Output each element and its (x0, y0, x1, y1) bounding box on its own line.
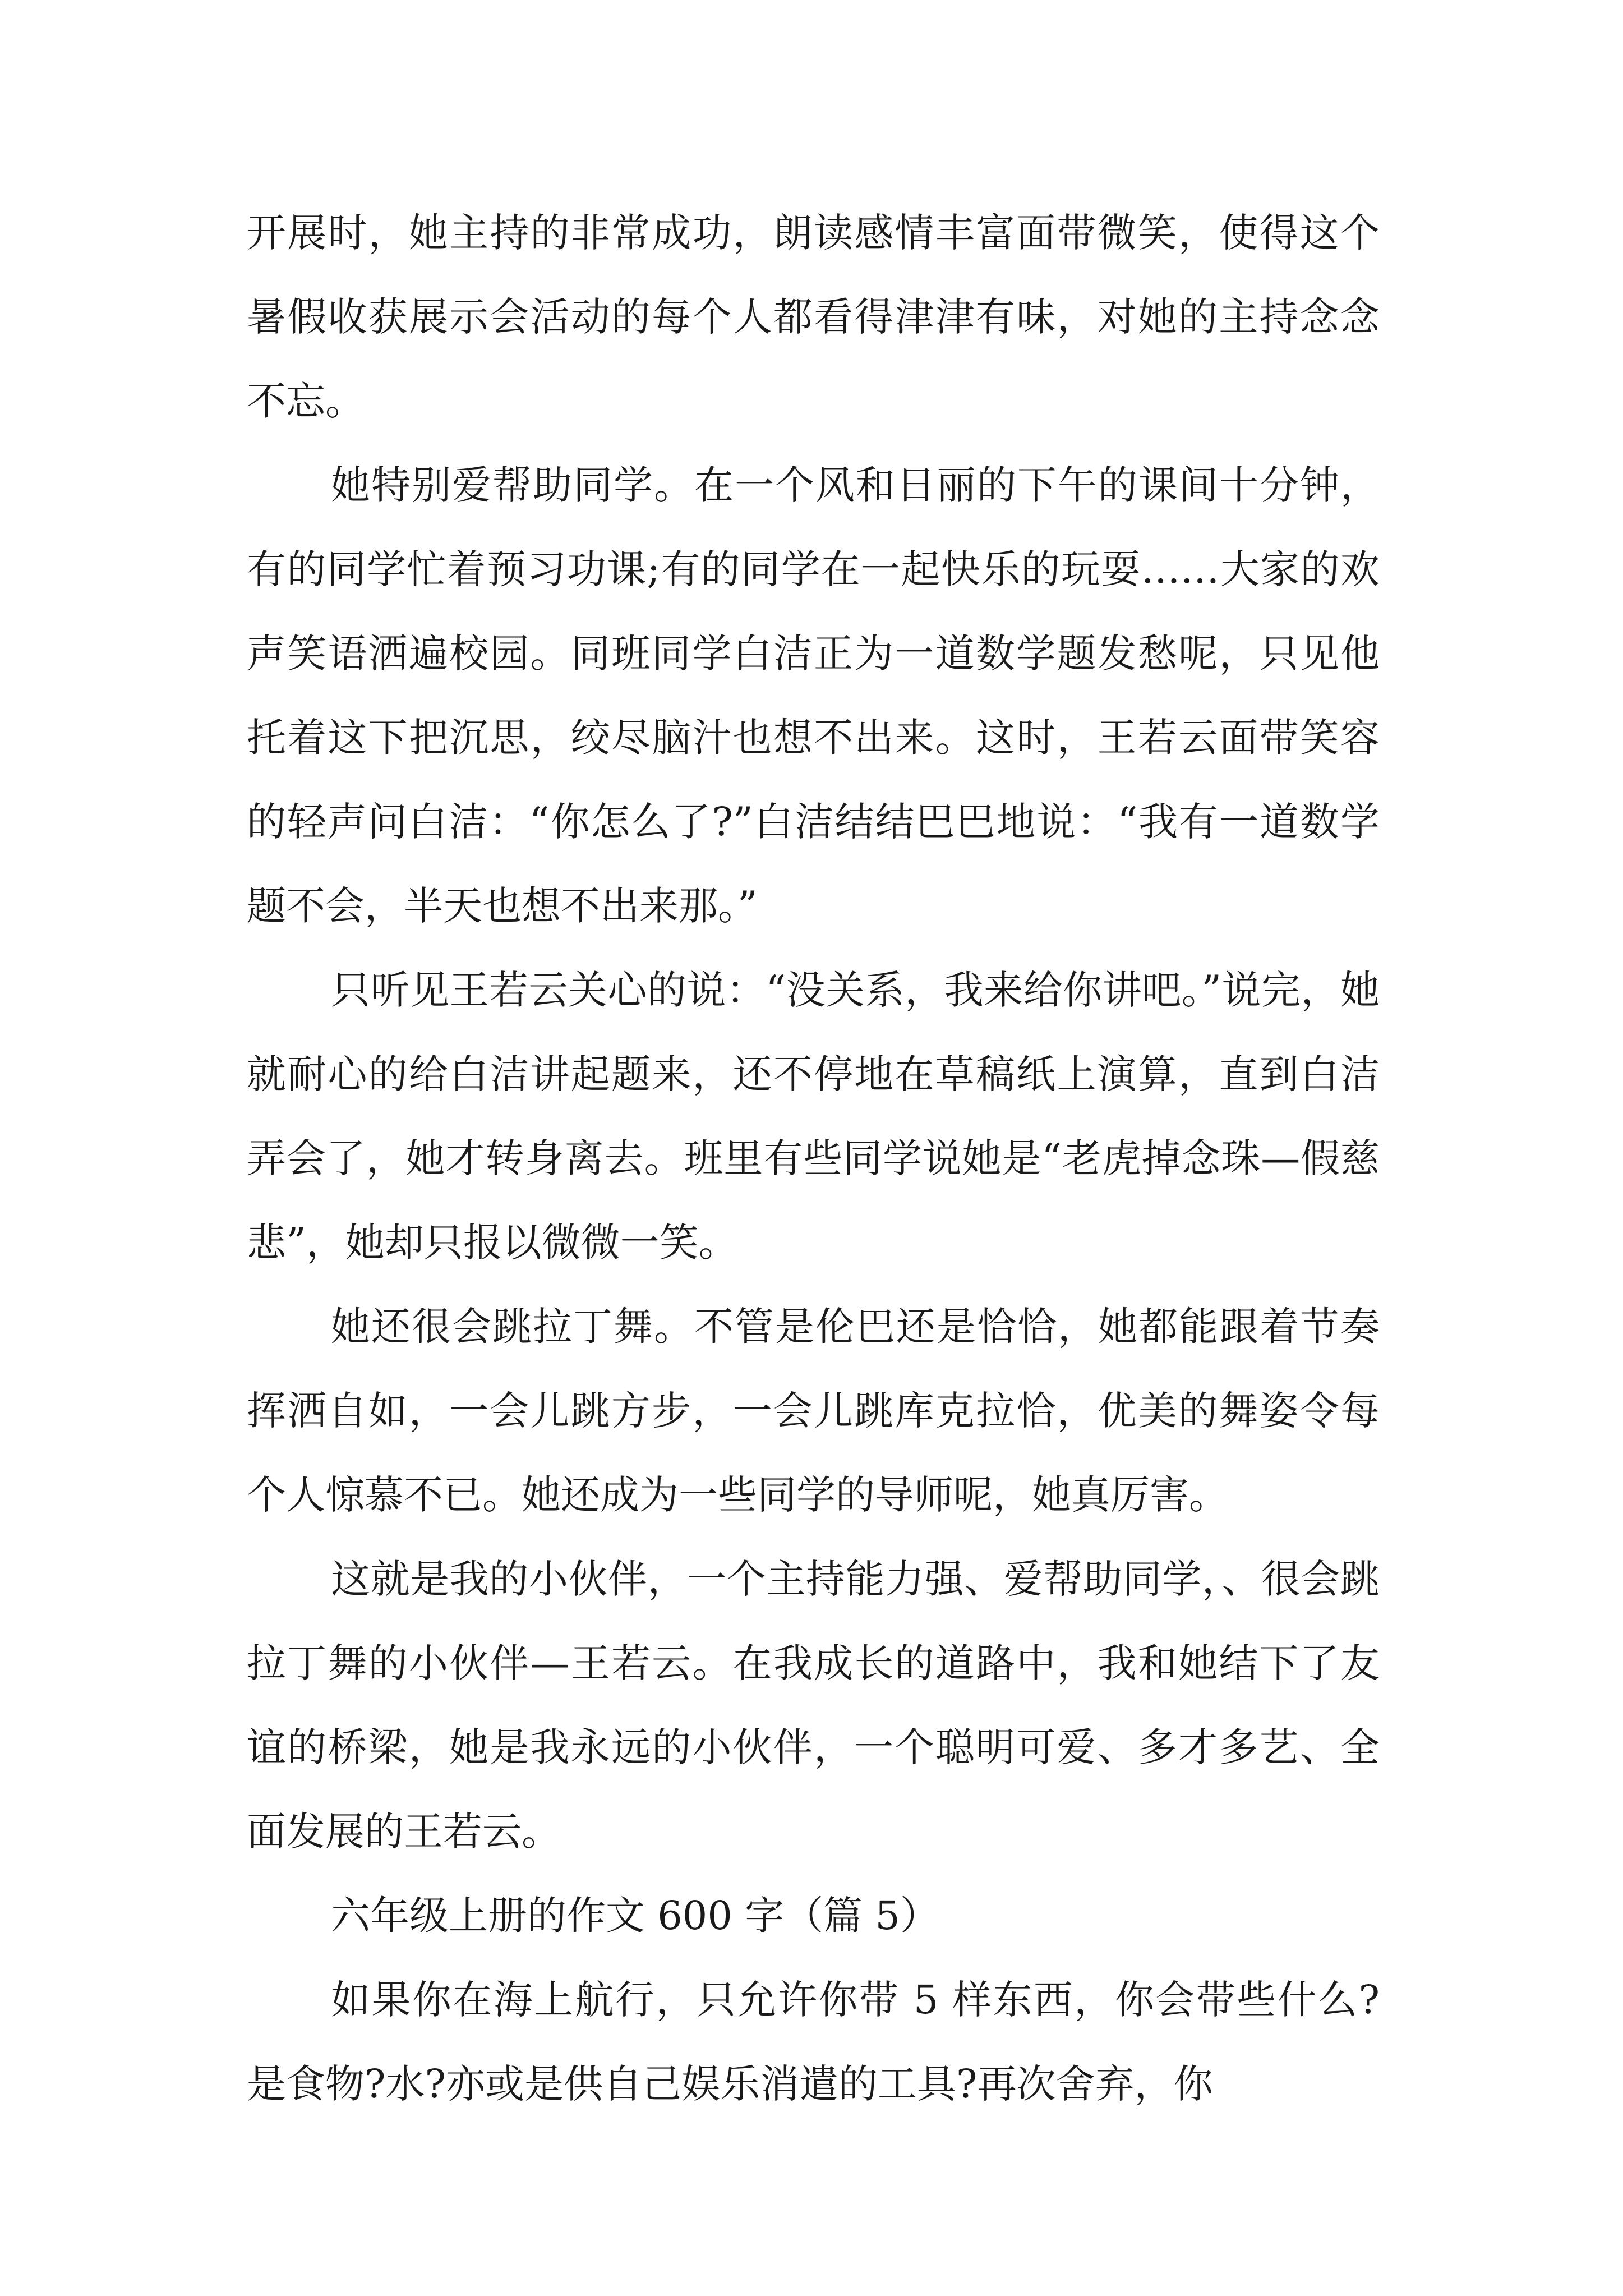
paragraph-conclusion: 这就是我的小伙伴，一个主持能力强、爱帮助同学，、很会跳拉丁舞的小伙伴—王若云。在我成长的道路中，我和她结下了友谊的桥梁，她是我永远的小伙伴，一个聪明可爱、多才多艺、全面发展的王若云。 (247, 1556, 1380, 1855)
essay-heading: 六年级上册的作文 600 字（篇 5） (331, 1893, 939, 1939)
paragraph-explaining-problem: 只听见王若云关心的说：“没关系，我来给你讲吧。”说完，她就耐心的给白洁讲起题来，还不停地在草稿纸上演算，直到白洁弄会了，她才转身离去。班里有些同学说她是“老虎掉念珠—假慈悲”，她却只报以微微一笑。 (247, 967, 1380, 1266)
document-body (247, 191, 1380, 2126)
paragraph-latin-dance: 她还很会跳拉丁舞。不管是伦巴还是恰恰，她都能跟着节奏挥洒自如，一会儿跳方步，一会儿跳库克拉恰，优美的舞姿令每个人惊慕不已。她还成为一些同学的导师呢，她真厉害。 (247, 1304, 1380, 1518)
paragraph-sea-voyage: 如果你在海上航行，只允许你带 5 样东西，你会带些什么?是食物?水?亦或是供自己娱乐消遣的工具?再次舍弃，你 (247, 1977, 1380, 2107)
paragraph-helping-classmates: 她特别爱帮助同学。在一个风和日丽的下午的课间十分钟，有的同学忙着预习功课;有的同学在一起快乐的玩耍……大家的欢声笑语洒遍校园。同班同学白洁正为一道数学题发愁呢，只见他托着这下把沉思，绞尽脑汁也想不出来。这时，王若云面带笑容的轻声问白洁：“你怎么了?”白洁结结巴巴地说：“我有一道数学题不会，半天也想不出来那。” (247, 462, 1380, 929)
paragraph-continued: 开展时，她主持的非常成功，朗读感情丰富面带微笑，使得这个暑假收获展示会活动的每个人都看得津津有味，对她的主持念念不忘。 (247, 210, 1380, 424)
